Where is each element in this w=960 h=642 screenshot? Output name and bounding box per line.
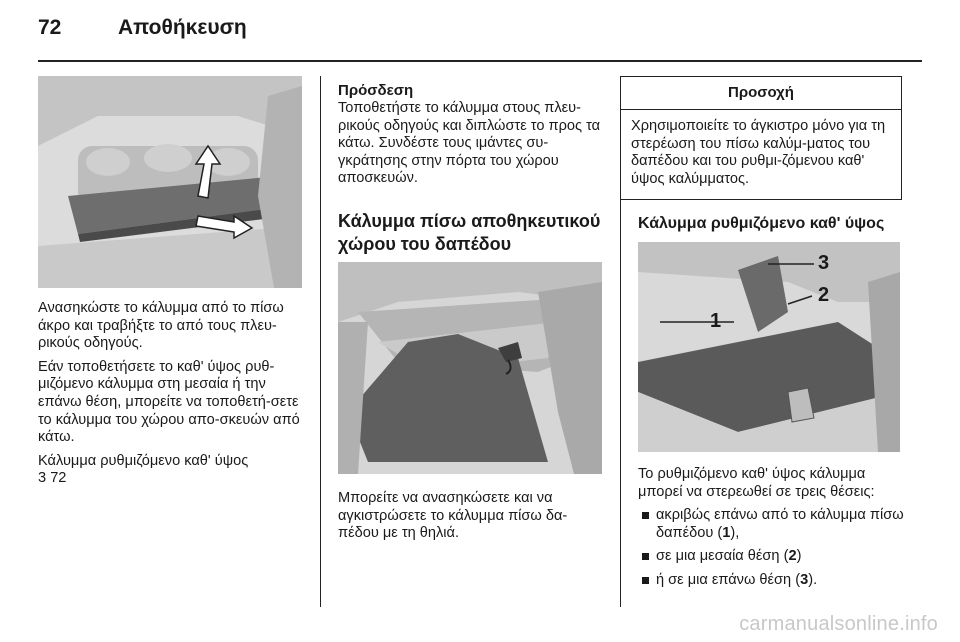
bullet-square-icon — [642, 577, 649, 584]
page-header — [38, 16, 918, 50]
figure-adjustable-cover — [638, 242, 900, 452]
callout-2: 2 — [818, 284, 830, 306]
page-title: Αποθήκευση — [118, 16, 247, 39]
left-para-1: Ανασηκώστε το κάλυμμα από το πίσω άκρο και τραβήξτε το από τους πλευ-ρικούς οδηγούς. — [38, 300, 284, 352]
left-para-3-text: Κάλυμμα ρυθμιζόμενο καθ' ύψος — [38, 452, 249, 469]
figure-floor-cover — [338, 262, 602, 474]
middle-para-1: Τοποθετήστε το κάλυμμα στους πλευ-ρικούς οδηγούς και διπλώστε το προς τα κάτω. Συνδέστε τους ιμάντες συ-γκράτησης στην πόρτα του χώρου αποσκευών. — [338, 100, 601, 187]
caution-text: Χρησιμοποιείτε το άγκιστρο μόνο για τη στερέωση του πίσω καλύμ-ματος του δαπέδου και του ρυθμι-ζόμενου καθ' ύψος καλύμματος. — [631, 118, 886, 187]
right-column-text — [638, 466, 910, 596]
page-number: 72 — [38, 16, 62, 39]
caution-title: Προσοχή — [621, 77, 901, 110]
callout-3: 3 — [818, 252, 830, 274]
heading-adjustable-cover: Κάλυμμα ρυθμιζόμενο καθ' ύψος — [638, 215, 885, 232]
left-para-3 — [38, 453, 310, 488]
right-heading-block — [638, 214, 908, 234]
bullet-item-3: ή σε μια επάνω θέση (3). — [638, 572, 910, 590]
column-divider-left — [320, 76, 321, 607]
callout-1: 1 — [710, 310, 722, 332]
caution-box — [620, 76, 902, 200]
left-para-2: Εάν τοποθετήσετε το καθ' ύψος ρυθ-μιζόμενο κάλυμμα στη μεσαία ή την επάνω θέση, μπορείτε να τοποθετή-σετε το κάλυμμα του χώρου απο-σκευών από κάτω. — [38, 358, 300, 446]
bullet-square-icon — [642, 512, 649, 519]
subhead-fastening: Πρόσδεση — [338, 82, 414, 99]
page-ref-link[interactable]: 72 — [50, 470, 67, 487]
header-rule — [38, 60, 922, 62]
bullet-square-icon — [642, 553, 649, 560]
bullet-item-2: σε μια μεσαία θέση (2) — [638, 548, 910, 566]
left-column-text — [38, 300, 310, 488]
watermark: carmanualsonline.info — [739, 613, 938, 635]
middle-column-top — [338, 82, 606, 256]
heading-floor-cover: Κάλυμμα πίσω αποθηκευτικού χώρου του δαπέδου — [338, 210, 601, 254]
right-intro: Το ρυθμιζόμενο καθ' ύψος κάλυμμα μπορεί να στερεωθεί σε τρεις θέσεις: — [638, 466, 875, 500]
middle-para-2: Μπορείτε να ανασηκώσετε και να αγκιστρώσετε το κάλυμμα πίσω δα-πέδου με τη θηλιά. — [338, 490, 568, 542]
figure-load-cover-removal — [38, 76, 302, 288]
bullet-item-1: ακριβώς επάνω από το κάλυμμα πίσω δαπέδου (1), — [638, 507, 910, 542]
page-ref-arrow-icon: 3 — [38, 470, 47, 487]
middle-column-bottom — [338, 490, 606, 549]
